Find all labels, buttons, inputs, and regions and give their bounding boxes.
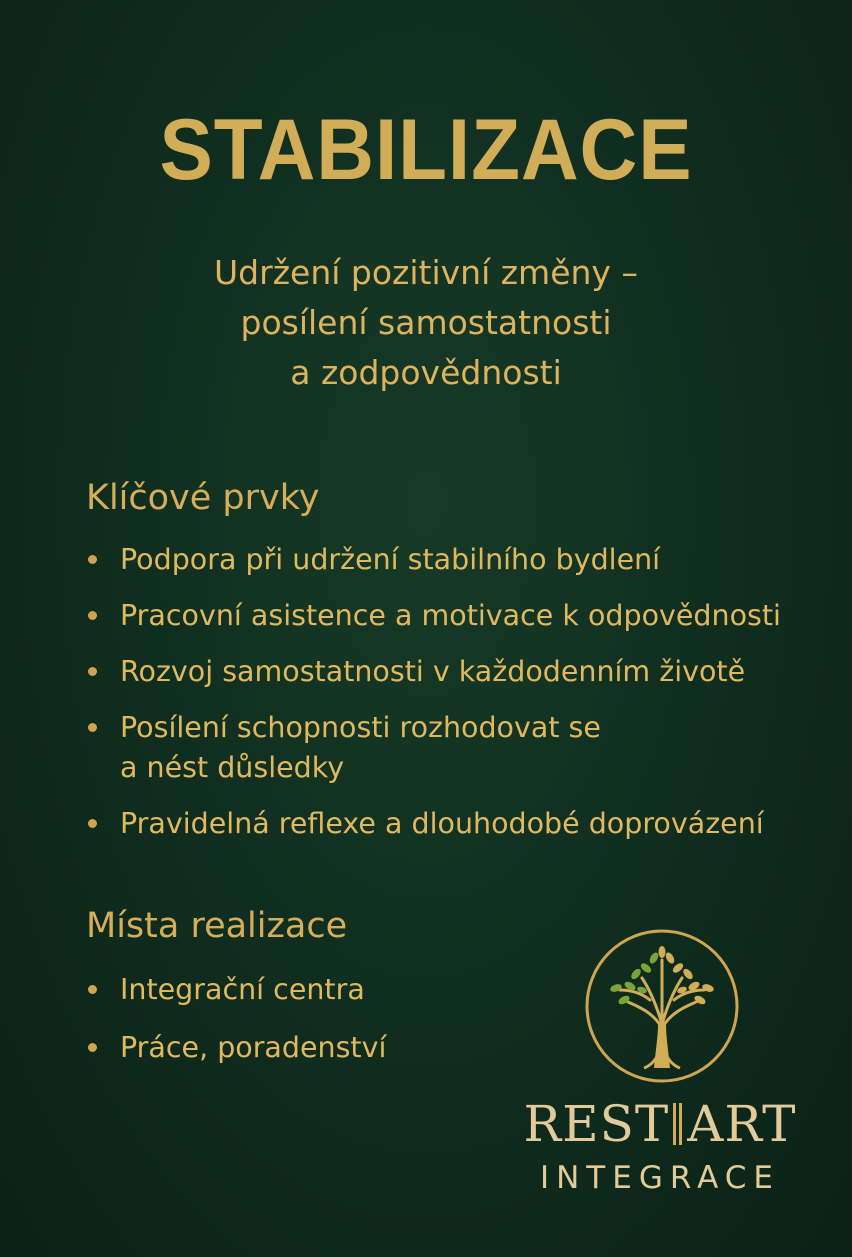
subtitle-line-3: a zodpovědnosti: [290, 353, 562, 392]
list-item: [86, 652, 781, 692]
list-item-text: Pravidelná reflexe a dlouhodobé doprovázení: [120, 807, 764, 840]
locations-list: [86, 970, 386, 1068]
key-elements-list: [86, 540, 781, 844]
list-item-text: Integrační centra: [120, 973, 365, 1006]
list-item-text: Podpora při udržení stabilního bydlení: [120, 543, 661, 576]
list-item: [86, 804, 781, 844]
logo-separator-icon: [673, 1103, 683, 1145]
key-elements-heading: Klíčové prvky: [86, 478, 320, 518]
list-item-text: Práce, poradenství: [120, 1031, 387, 1064]
bullet-icon: [88, 1043, 97, 1052]
list-item-text-line-2: a nést důsledky: [120, 751, 345, 784]
tree-icon: [584, 928, 740, 1084]
logo-word-right: ART: [687, 1095, 797, 1153]
bullet-icon: [88, 819, 97, 828]
list-item: [86, 540, 781, 580]
logo-subtitle: INTEGRACE: [539, 1160, 781, 1196]
locations-heading: Místa realizace: [86, 906, 348, 946]
bullet-icon: [88, 611, 97, 620]
list-item-text: Pracovní asistence a motivace k odpovědnosti: [120, 599, 781, 632]
bullet-icon: [88, 667, 97, 676]
bullet-icon: [88, 723, 97, 732]
list-item: [86, 970, 386, 1010]
list-item: [86, 596, 781, 636]
subtitle-line-2: posílení samostatnosti: [240, 303, 612, 342]
bullet-icon: [88, 555, 97, 564]
page-title: STABILIZACE: [159, 102, 693, 198]
subtitle-line-1: Udržení pozitivní změny –: [214, 253, 638, 292]
list-item-text-line-1: Posílení schopnosti rozhodovat se: [120, 711, 601, 744]
list-item: [86, 1028, 386, 1068]
logo-wordmark: [515, 1094, 805, 1154]
list-item-text: Rozvoj samostatnosti v každodenním životě: [120, 655, 746, 688]
bullet-icon: [88, 985, 97, 994]
subtitle: [0, 248, 852, 398]
logo-word-left: REST: [523, 1095, 670, 1153]
list-item: [86, 708, 781, 788]
